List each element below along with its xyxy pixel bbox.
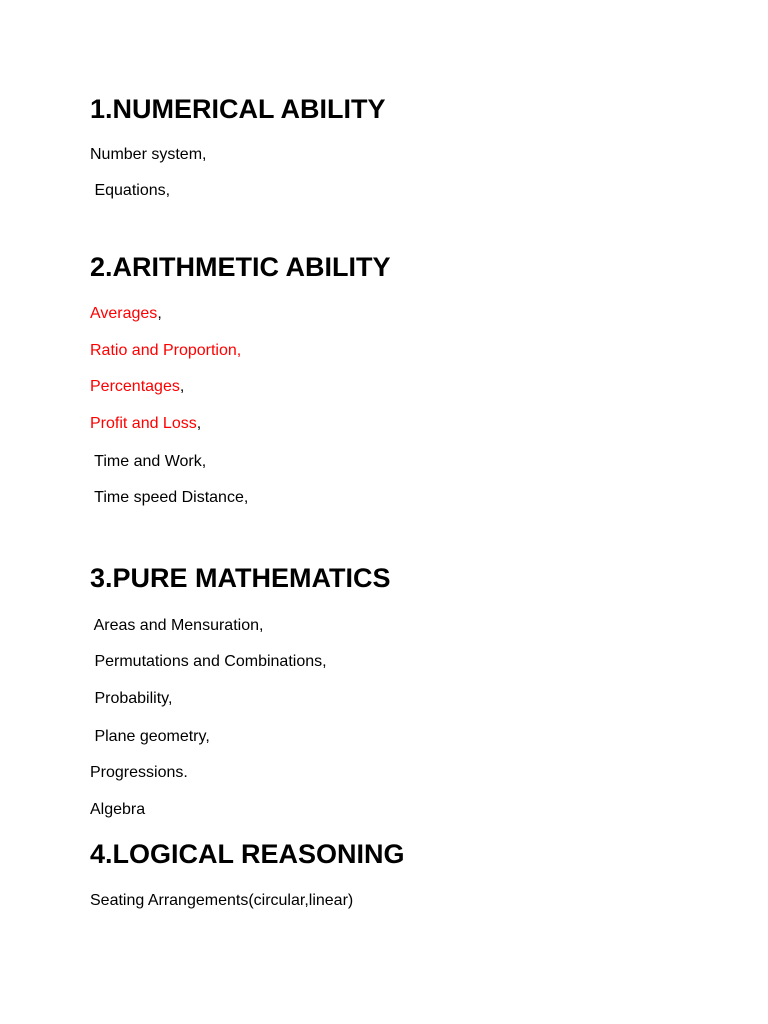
section-heading-pure-mathematics: 3.PURE MATHEMATICS (90, 563, 391, 593)
topic-averages (90, 304, 162, 324)
topic-time-and-work: Time and Work, (90, 453, 207, 470)
topic-plane-geometry: Plane geometry, (90, 728, 210, 745)
section-heading-arithmetic-ability: 2.ARITHMETIC ABILITY (90, 252, 391, 282)
section-heading-logical-reasoning: 4.LOGICAL REASONING (90, 839, 405, 869)
topic-percentages-comma: , (179, 378, 185, 395)
topic-equations: Equations, (90, 182, 171, 199)
topic-areas-and-mensuration: Areas and Mensuration, (90, 617, 264, 634)
topic-averages-label: Averages (90, 305, 158, 322)
topic-number-system: Number system, (90, 146, 207, 163)
topic-time-speed-distance: Time speed Distance, (90, 489, 249, 506)
topic-profit-and-loss (90, 414, 201, 434)
topic-averages-comma: , (157, 305, 162, 322)
topic-ratio-and-proportion (90, 341, 241, 361)
topic-probability: Probability, (90, 690, 173, 707)
topic-profit-loss-comma: , (196, 415, 202, 432)
topic-permutations-and-combinations: Permutations and Combinations, (90, 653, 327, 670)
topic-profit-loss-label: Profit and Loss (90, 415, 197, 432)
topic-progressions: Progressions. (90, 764, 188, 781)
topic-ratio-label: Ratio and Proportion, (90, 342, 242, 359)
topic-seating-arrangements: Seating Arrangements(circular,linear) (90, 892, 354, 909)
section-heading-numerical-ability: 1.NUMERICAL ABILITY (90, 94, 386, 124)
topic-percentages-label: Percentages (90, 378, 180, 395)
topic-algebra: Algebra (90, 801, 146, 818)
topic-percentages (90, 377, 184, 397)
